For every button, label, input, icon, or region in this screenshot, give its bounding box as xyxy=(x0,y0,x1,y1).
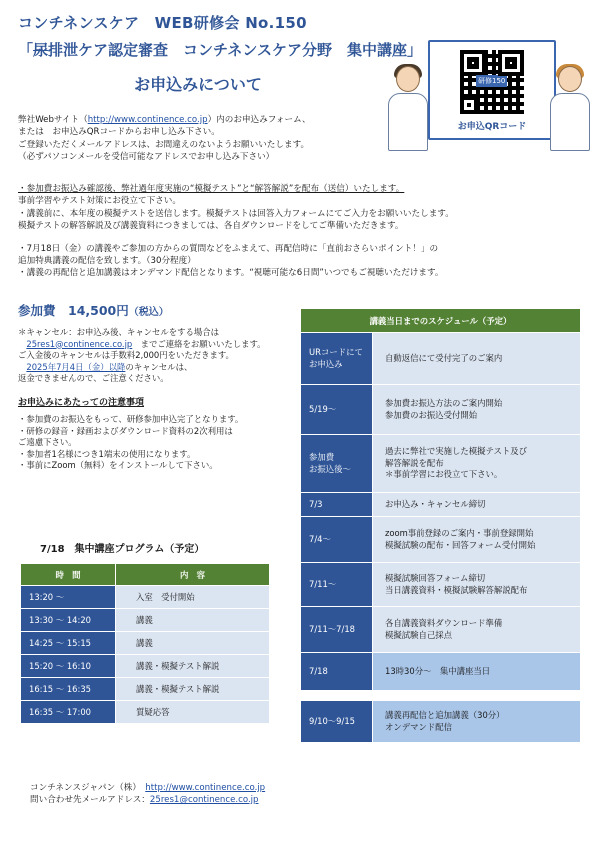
event-text: オンデマンド配信 xyxy=(385,721,452,732)
date-cell: 7/11～ xyxy=(301,563,373,607)
event-text: 参加費のお振込受付開始 xyxy=(385,409,478,420)
company-name: コンチネンスジャパン（株） xyxy=(30,783,137,793)
fee-section xyxy=(18,301,286,472)
content-cell: 質疑応答 xyxy=(116,701,270,724)
date-text: URコードにて xyxy=(309,346,363,357)
cancel-policy xyxy=(18,327,286,385)
notes xyxy=(18,183,583,280)
event-cell xyxy=(373,607,581,653)
footer-site-link[interactable]: http://www.continence.co.jp xyxy=(145,783,266,793)
qr-label: お申込QRコード xyxy=(457,122,527,132)
header xyxy=(18,12,422,95)
event-text: 自動返信にて受付完了のご案内 xyxy=(385,352,503,363)
course-title: 「尿排泄ケア認定審査 コンチネンスケア分野 集中講座」 xyxy=(18,41,422,59)
intro-line: 弊社Webサイト（ xyxy=(18,115,88,125)
event-text: 13時30分～ 集中講座当日 xyxy=(385,665,491,676)
cancel-mail-link[interactable]: 25res1@continence.co.jp xyxy=(26,338,133,349)
precaution-item: ・事前にZoom（無料）をインストールして下さい。 xyxy=(18,460,218,471)
event-text: 模擬試験の配布・回答フォーム受付開始 xyxy=(385,539,536,550)
table-row xyxy=(21,632,270,655)
table-row xyxy=(301,653,581,691)
table-row xyxy=(21,655,270,678)
time-cell: 13:30 ～ 14:20 xyxy=(21,609,116,632)
date-cell: 7/4～ xyxy=(301,517,373,563)
body xyxy=(550,93,590,151)
cancel-line: 返金できませんので、ご注意ください。 xyxy=(18,373,169,384)
date-text: お振込後～ xyxy=(309,463,351,474)
footer xyxy=(30,782,265,806)
cancel-deadline: 2025年7月4日（金）以降 xyxy=(26,361,126,372)
event-text: お申込み・キャンセル締切 xyxy=(385,498,486,509)
qr-illustration xyxy=(380,40,595,152)
intro-line: （必ずパソコンメールを受信可能なアドレスでお申し込み下さい） xyxy=(18,152,275,163)
note-line: ・講義前に、本年度の模擬テストを送信します。模擬テストは回答入力フォームにてご入力をお願いいたします。 xyxy=(18,208,454,219)
event-text: 模擬試験自己採点 xyxy=(385,629,452,640)
content-cell: 講義・模擬テスト解説 xyxy=(116,678,270,701)
note-line: 事前学習やテスト対策にお役立て下さい。 xyxy=(18,196,181,207)
col-content-header: 内 容 xyxy=(116,564,270,586)
event-text: 当日講義資料・模擬試験解答解説配布 xyxy=(385,584,528,595)
fee-title xyxy=(18,301,286,319)
date-cell xyxy=(301,435,373,493)
head xyxy=(558,66,582,92)
event-cell xyxy=(373,517,581,563)
footer-mail-link[interactable]: 25res1@continence.co.jp xyxy=(149,795,259,805)
table-row xyxy=(21,678,270,701)
table-row xyxy=(21,609,270,632)
event-text: 参加費お振込方法のご案内開始 xyxy=(385,397,503,408)
date-cell xyxy=(301,333,373,385)
note-line: 模擬テストの解答解説及び講義資料につきましては、各自ダウンロードをしてご準備いただきます。 xyxy=(18,221,404,232)
seminar-title: コンチネンスケア WEB研修会 No.150 xyxy=(18,14,307,32)
cancel-line: ＊キャンセル：お申込み後、キャンセルをする場合は xyxy=(18,327,219,337)
program-title: 7/18 集中講座プログラム（予定） xyxy=(40,544,205,555)
qr-board xyxy=(428,40,556,140)
content-cell: 講義 xyxy=(116,632,270,655)
time-cell: 15:20 ～ 16:10 xyxy=(21,655,116,678)
content-cell: 講義 xyxy=(116,609,270,632)
precautions-heading: お申込みにあたっての注意事項 xyxy=(18,397,145,408)
table-row xyxy=(301,435,581,493)
content-cell: 入室 受付開始 xyxy=(116,586,270,609)
event-cell xyxy=(373,563,581,607)
time-cell: 13:20 ～ xyxy=(21,586,116,609)
table-row xyxy=(21,701,270,724)
date-cell: 7/18 xyxy=(301,653,373,691)
table-row xyxy=(301,701,581,743)
time-cell: 16:15 ～ 16:35 xyxy=(21,678,116,701)
date-text: 参加費 xyxy=(309,451,335,462)
body xyxy=(388,93,428,151)
qr-code-icon[interactable] xyxy=(460,50,524,114)
table-row xyxy=(21,586,270,609)
precaution-item: ・研修の録音・録画およびダウンロード資料の2次利用は xyxy=(18,425,233,436)
event-text: 模擬試験回答フォーム締切 xyxy=(385,572,486,583)
precaution-item: ご遠慮下さい。 xyxy=(18,437,77,448)
event-text: ＊事前学習にお役立て下さい。 xyxy=(385,469,503,480)
cancel-line: のキャンセルは、 xyxy=(125,361,193,372)
cancel-line: までご連絡をお願いいたします。 xyxy=(132,338,266,349)
time-cell: 14:25 ～ 15:15 xyxy=(21,632,116,655)
event-text: 過去に弊社で実施した模擬テスト及び xyxy=(385,446,528,457)
schedule-table xyxy=(300,308,581,743)
fee-amount: 参加費 14,500円 xyxy=(18,303,129,318)
col-time-header: 時 間 xyxy=(21,564,116,586)
spacer xyxy=(18,233,583,243)
time-cell: 16:35 ～ 17:00 xyxy=(21,701,116,724)
precaution-item: ・参加者1名様につき1端末の使用になります。 xyxy=(18,448,196,459)
date-cell: 5/19～ xyxy=(301,385,373,435)
note-line: ・7月18日（金）の講義やご参加の方からの質問などをふまえて、再配信時に「直前おさらいポイント！」の xyxy=(18,243,439,254)
cancel-line: ご入金後のキャンセルは手数料2,000円をいただきます。 xyxy=(18,350,234,361)
intro-line: ）内のお申込みフォーム、 xyxy=(207,115,311,125)
website-link[interactable]: http://www.continence.co.jp xyxy=(87,115,208,125)
date-cell: 7/3 xyxy=(301,493,373,517)
table-row xyxy=(301,385,581,435)
precaution-item: ・参加費のお振込をもって、研修参加申込完了となります。 xyxy=(18,413,244,424)
struck-char: 尿 xyxy=(33,41,49,59)
event-cell xyxy=(373,653,581,691)
event-cell xyxy=(373,493,581,517)
note-line: 追加特典講義の配信を致します。（30分程度） xyxy=(18,256,196,267)
program-table xyxy=(20,563,270,724)
table-row xyxy=(301,517,581,563)
table-row xyxy=(301,333,581,385)
schedule-title: 講義当日までのスケジュール（予定） xyxy=(301,309,581,333)
precautions-list xyxy=(18,414,286,472)
nurse-left-figure xyxy=(386,66,430,152)
contact-label: 問い合わせ先メールアドレス： xyxy=(30,795,150,805)
event-text: 解答解説を配布 xyxy=(385,457,444,468)
course-title-text: 排泄ケア認定審査 コンチネンスケア分野 集中講座」 xyxy=(48,41,422,59)
table-row xyxy=(301,563,581,607)
page-subtitle: お申込みについて xyxy=(134,75,262,94)
spacer-row xyxy=(301,691,581,701)
intro-line: ご登録いただくメールアドレスは、お間違えのないようお願いいたします。 xyxy=(18,139,310,150)
event-text: 講義再配信と追加講義（30分） xyxy=(385,709,505,720)
date-text: お申込み xyxy=(309,358,343,369)
event-cell xyxy=(373,435,581,493)
intro-line: または お申込みQRコードからお申し込み下さい。 xyxy=(18,127,220,138)
content-cell: 講義・模擬テスト解説 xyxy=(116,655,270,678)
qr-tag: 研修150 xyxy=(478,77,506,85)
event-text: zoom事前登録のご案内・事前登録開始 xyxy=(385,527,534,538)
spacer-cell xyxy=(301,691,581,701)
qr-corner xyxy=(460,96,478,114)
event-cell xyxy=(373,385,581,435)
table-row xyxy=(301,493,581,517)
note-line: ・講義の再配信と追加講義はオンデマンド配信となります。“視聴可能な6日間”いつでもご視聴いただけます。 xyxy=(18,268,444,279)
fee-tax: （税込） xyxy=(128,307,169,318)
note-line: ・参加費お振込み確認後、弊社過年度実施の“模擬テスト”と“解答解説”を配布（送信）いたします。 xyxy=(18,184,405,194)
date-cell: 7/11～7/18 xyxy=(301,607,373,653)
head xyxy=(396,66,420,92)
event-cell xyxy=(373,333,581,385)
intro-text xyxy=(18,114,378,164)
event-cell xyxy=(373,701,581,743)
date-cell: 9/10～9/15 xyxy=(301,701,373,743)
nurse-right-figure xyxy=(548,66,592,152)
table-row xyxy=(301,607,581,653)
event-text: 各自講義資料ダウンロード準備 xyxy=(385,617,503,628)
